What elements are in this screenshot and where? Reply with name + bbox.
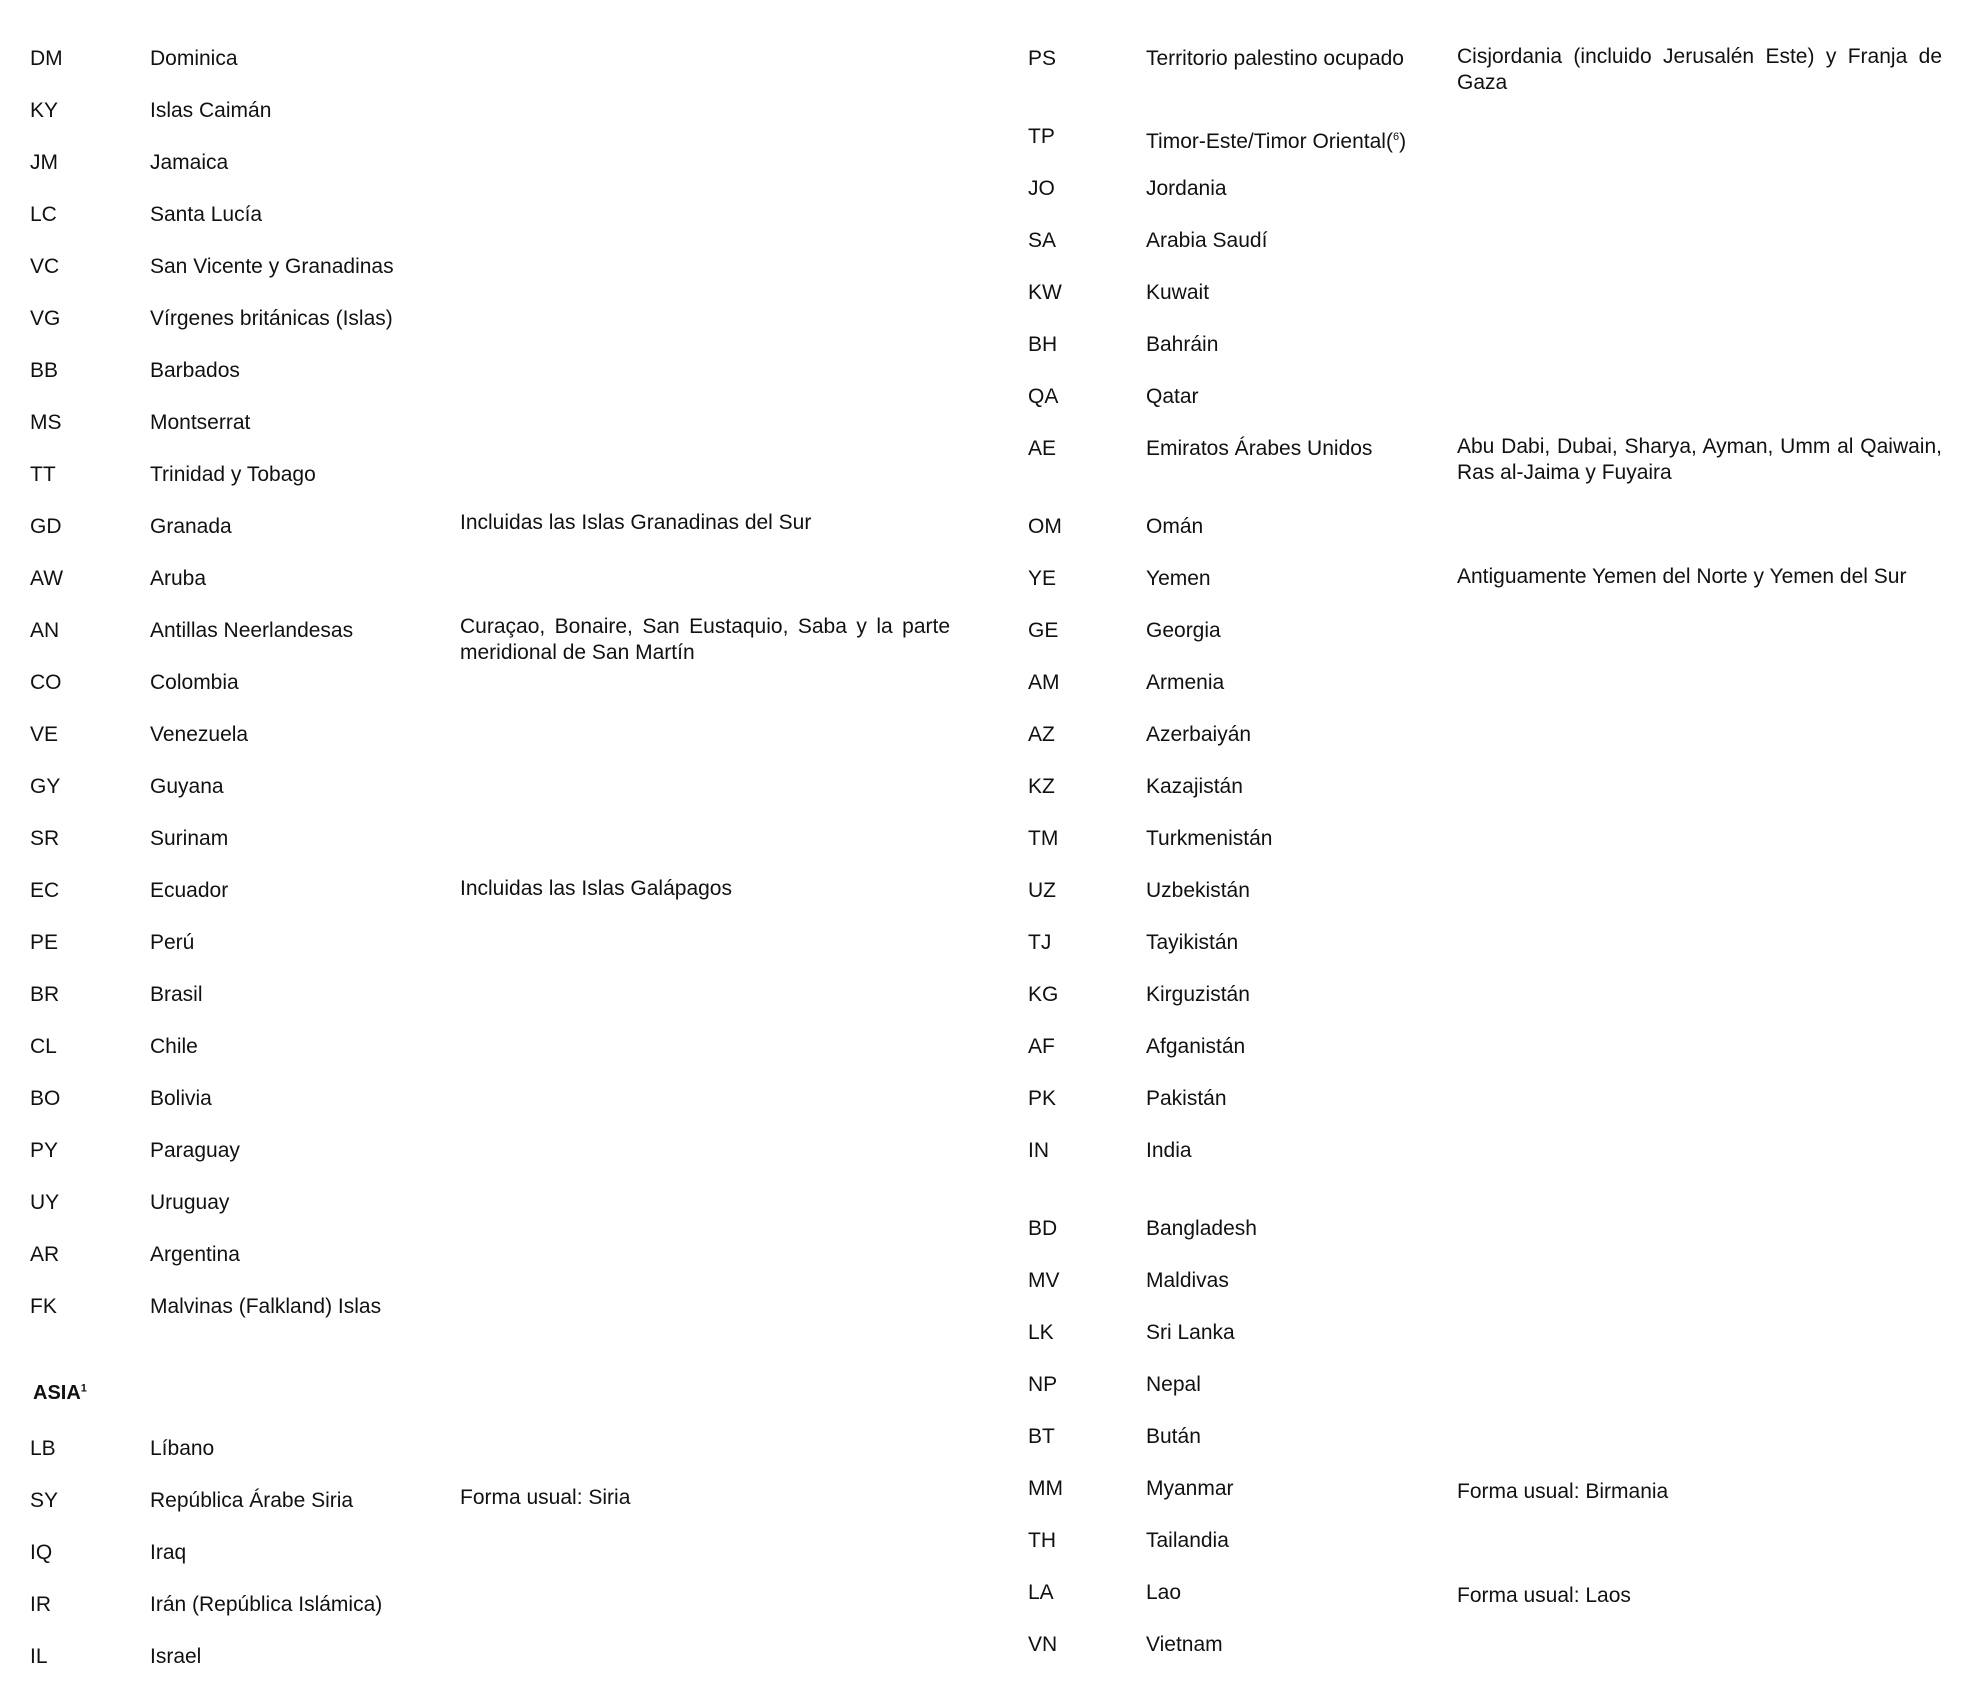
- country-name-text: Aruba: [150, 567, 207, 590]
- country-name: [1146, 1632, 1223, 1658]
- country-name-text: Tayikistán: [1146, 931, 1239, 954]
- country-name-text: Santa Lucía: [150, 203, 263, 226]
- country-code: VE: [30, 723, 59, 746]
- country-name-text: Venezuela: [150, 723, 249, 746]
- asia-heading-text: ASIA: [33, 1382, 81, 1404]
- country-name-text: Kirguzistán: [1146, 983, 1250, 1006]
- country-code: UY: [30, 1191, 60, 1214]
- country-code: SA: [1028, 229, 1057, 252]
- country-name: [150, 358, 240, 384]
- country-name: [1146, 332, 1218, 358]
- country-name: [1146, 228, 1267, 254]
- country-name: [150, 930, 194, 956]
- country-code: KZ: [1028, 775, 1055, 798]
- country-name-text: Guyana: [150, 775, 224, 798]
- country-name-text: Chile: [150, 1035, 198, 1058]
- country-code: AN: [30, 619, 60, 642]
- country-code: TP: [1028, 125, 1055, 148]
- country-code: AR: [30, 1243, 60, 1266]
- country-name: [1146, 384, 1199, 410]
- country-note: Incluidas las Islas Galápagos: [460, 877, 732, 900]
- country-code: YE: [1028, 567, 1057, 590]
- country-code: KG: [1028, 983, 1059, 1006]
- country-code: QA: [1028, 385, 1059, 408]
- country-code: MS: [30, 411, 62, 434]
- country-name: [1146, 514, 1203, 540]
- country-name-text: Brasil: [150, 983, 203, 1006]
- country-code: BH: [1028, 333, 1058, 356]
- country-name-text: Jamaica: [150, 151, 229, 174]
- country-name-text: Afganistán: [1146, 1035, 1246, 1058]
- country-code: LA: [1028, 1581, 1054, 1604]
- country-name-text: Nepal: [1146, 1373, 1201, 1396]
- country-name-text: Malvinas (Falkland) Islas: [150, 1295, 382, 1318]
- country-name: [150, 306, 393, 332]
- country-code: BO: [30, 1087, 61, 1110]
- country-code: VC: [30, 255, 60, 278]
- country-name-text: Bolivia: [150, 1087, 212, 1110]
- country-name-text: Uruguay: [150, 1191, 230, 1214]
- country-name: [1146, 1372, 1201, 1398]
- country-name-text: Territorio palestino ocupado: [1146, 47, 1404, 70]
- country-code: TM: [1028, 827, 1059, 850]
- country-code: BT: [1028, 1425, 1055, 1448]
- country-name-text: Ecuador: [150, 879, 229, 902]
- asia-heading: [33, 1382, 87, 1405]
- country-name: [1146, 46, 1404, 72]
- country-name-text: Kuwait: [1146, 281, 1210, 304]
- country-name-text: Omán: [1146, 515, 1204, 538]
- country-code: CL: [30, 1035, 57, 1058]
- country-code: KW: [1028, 281, 1062, 304]
- country-name: [1146, 124, 1406, 155]
- country-name-text: Barbados: [150, 359, 240, 382]
- country-code: LK: [1028, 1321, 1054, 1344]
- country-code: SR: [30, 827, 60, 850]
- country-code: GY: [30, 775, 61, 798]
- country-name-text: Lao: [1146, 1581, 1182, 1604]
- country-name-text: Bangladesh: [1146, 1217, 1257, 1240]
- country-name-text: Argentina: [150, 1243, 240, 1266]
- country-name-text: República Árabe Siria: [150, 1489, 354, 1512]
- footnote-ref: 6: [1392, 131, 1400, 143]
- country-name: [1146, 566, 1211, 592]
- country-code: GD: [30, 515, 62, 538]
- country-name: [1146, 618, 1221, 644]
- country-name: [150, 98, 271, 124]
- country-name: [150, 1138, 240, 1164]
- country-code: IN: [1028, 1139, 1049, 1162]
- country-note: Antiguamente Yemen del Norte y Yemen del Sur: [1457, 565, 1907, 588]
- country-code: VN: [1028, 1633, 1058, 1656]
- country-name-text: Myanmar: [1146, 1477, 1234, 1500]
- country-name: [150, 1540, 186, 1566]
- country-code: JM: [30, 151, 58, 174]
- country-code: TJ: [1028, 931, 1052, 954]
- country-code: LB: [30, 1437, 56, 1460]
- country-code: PY: [30, 1139, 59, 1162]
- country-name: [150, 1488, 353, 1514]
- country-code: CO: [30, 671, 62, 694]
- country-note: Incluidas las Islas Granadinas del Sur: [460, 511, 812, 534]
- country-note: Forma usual: Siria: [460, 1486, 631, 1509]
- country-name-text: Paraguay: [150, 1139, 240, 1162]
- country-name: [1146, 670, 1224, 696]
- country-name: [150, 1436, 214, 1462]
- country-name-text: Uzbekistán: [1146, 879, 1250, 902]
- country-code: LC: [30, 203, 57, 226]
- country-code: NP: [1028, 1373, 1058, 1396]
- country-code: DM: [30, 47, 63, 70]
- country-name-text: Colombia: [150, 671, 239, 694]
- country-code: IR: [30, 1593, 51, 1616]
- country-name: [150, 1034, 198, 1060]
- country-name: [150, 566, 206, 592]
- country-code: AE: [1028, 437, 1057, 460]
- country-name-text: Iraq: [150, 1541, 187, 1564]
- country-name: [1146, 878, 1250, 904]
- country-name-text: Bahráin: [1146, 333, 1219, 356]
- country-note: Cisjordania (incluido Jerusalén Este) y Franja de Gaza: [1457, 45, 1942, 94]
- country-name-tail: ): [1399, 130, 1407, 153]
- country-name: [150, 618, 353, 644]
- country-name: [1146, 826, 1272, 852]
- country-name-text: Surinam: [150, 827, 229, 850]
- country-name-text: Tailandia: [1146, 1529, 1229, 1552]
- country-code: IL: [30, 1645, 48, 1668]
- country-name: [1146, 1476, 1234, 1502]
- country-note: Forma usual: Laos: [1457, 1584, 1631, 1607]
- country-code: IQ: [30, 1541, 53, 1564]
- country-name-text: Vírgenes británicas (Islas): [150, 307, 393, 330]
- country-note: Abu Dabi, Dubai, Sharya, Ayman, Umm al Qaiwain, Ras al-Jaima y Fuyaira: [1457, 435, 1942, 484]
- country-code: MM: [1028, 1477, 1063, 1500]
- country-name: [150, 1644, 201, 1670]
- country-name-text: Azerbaiyán: [1146, 723, 1252, 746]
- country-name: [1146, 1034, 1245, 1060]
- country-name: [150, 1086, 212, 1112]
- country-name: [1146, 1086, 1227, 1112]
- country-name: [150, 254, 394, 280]
- country-name: [1146, 982, 1250, 1008]
- country-note: Curaçao, Bonaire, San Eustaquio, Saba y la parte meridional de San Martín: [460, 615, 950, 664]
- country-code: PK: [1028, 1087, 1057, 1110]
- country-code: GE: [1028, 619, 1059, 642]
- country-name-text: Timor-Este/Timor Oriental(: [1146, 130, 1393, 153]
- country-name-text: Irán (República Islámica): [150, 1593, 383, 1616]
- country-code: FK: [30, 1295, 57, 1318]
- country-code: KY: [30, 99, 59, 122]
- country-name: [150, 1592, 382, 1618]
- country-name: [150, 878, 228, 904]
- country-name-text: Líbano: [150, 1437, 215, 1460]
- country-name: [1146, 280, 1209, 306]
- country-name: [1146, 1216, 1257, 1242]
- country-code: MV: [1028, 1269, 1060, 1292]
- country-name: [1146, 930, 1238, 956]
- country-name-text: Pakistán: [1146, 1087, 1227, 1110]
- country-name: [150, 1242, 240, 1268]
- country-name-text: Kazajistán: [1146, 775, 1243, 798]
- country-code: BR: [30, 983, 60, 1006]
- country-code: AZ: [1028, 723, 1055, 746]
- country-name: [1146, 1320, 1235, 1346]
- country-name-text: India: [1146, 1139, 1192, 1162]
- country-name: [1146, 774, 1243, 800]
- country-code: AF: [1028, 1035, 1055, 1058]
- country-code: EC: [30, 879, 60, 902]
- country-name: [150, 46, 238, 72]
- country-code: AM: [1028, 671, 1060, 694]
- country-name-text: Vietnam: [1146, 1633, 1223, 1656]
- country-code: BD: [1028, 1217, 1058, 1240]
- country-name: [150, 1294, 381, 1320]
- country-name: [1146, 436, 1372, 462]
- country-name-text: Islas Caimán: [150, 99, 272, 122]
- country-code: UZ: [1028, 879, 1056, 902]
- country-name: [150, 1190, 229, 1216]
- country-name-text: Qatar: [1146, 385, 1199, 408]
- country-name: [150, 670, 239, 696]
- country-name-text: Bután: [1146, 1425, 1201, 1448]
- country-code: BB: [30, 359, 59, 382]
- country-name-text: Armenia: [1146, 671, 1225, 694]
- country-code: TT: [30, 463, 56, 486]
- country-code: TH: [1028, 1529, 1056, 1552]
- country-name: [150, 202, 262, 228]
- country-code: VG: [30, 307, 61, 330]
- country-name: [150, 150, 228, 176]
- country-name-text: Emiratos Árabes Unidos: [1146, 437, 1373, 460]
- country-name: [1146, 722, 1251, 748]
- country-name-text: Granada: [150, 515, 232, 538]
- country-name-text: Georgia: [1146, 619, 1221, 642]
- country-name-text: Trinidad y Tobago: [150, 463, 316, 486]
- country-name-text: Arabia Saudí: [1146, 229, 1268, 252]
- country-name: [150, 982, 203, 1008]
- country-name-text: Perú: [150, 931, 195, 954]
- country-code: JO: [1028, 177, 1055, 200]
- country-name-text: Antillas Neerlandesas: [150, 619, 354, 642]
- country-name: [1146, 1138, 1192, 1164]
- country-name: [150, 514, 232, 540]
- country-code: AW: [30, 567, 64, 590]
- country-name: [1146, 1580, 1181, 1606]
- country-name-text: San Vicente y Granadinas: [150, 255, 394, 278]
- country-name: [150, 722, 248, 748]
- country-code: OM: [1028, 515, 1062, 538]
- country-code: PS: [1028, 47, 1057, 70]
- country-name: [150, 462, 316, 488]
- country-name: [1146, 176, 1227, 202]
- country-code: PE: [30, 931, 59, 954]
- country-name: [1146, 1268, 1229, 1294]
- country-name-text: Montserrat: [150, 411, 251, 434]
- country-code: SY: [30, 1489, 59, 1512]
- asia-heading-footnote: 1: [80, 1382, 87, 1395]
- country-name: [150, 774, 224, 800]
- country-name: [150, 410, 250, 436]
- country-name-text: Yemen: [1146, 567, 1211, 590]
- country-name-text: Dominica: [150, 47, 238, 70]
- country-name-text: Turkmenistán: [1146, 827, 1273, 850]
- country-name: [150, 826, 228, 852]
- country-name: [1146, 1528, 1229, 1554]
- country-name-text: Jordania: [1146, 177, 1227, 200]
- country-name-text: Maldivas: [1146, 1269, 1229, 1292]
- country-name-text: Israel: [150, 1645, 202, 1668]
- country-name-text: Sri Lanka: [1146, 1321, 1235, 1344]
- country-note: Forma usual: Birmania: [1457, 1480, 1669, 1503]
- country-name: [1146, 1424, 1201, 1450]
